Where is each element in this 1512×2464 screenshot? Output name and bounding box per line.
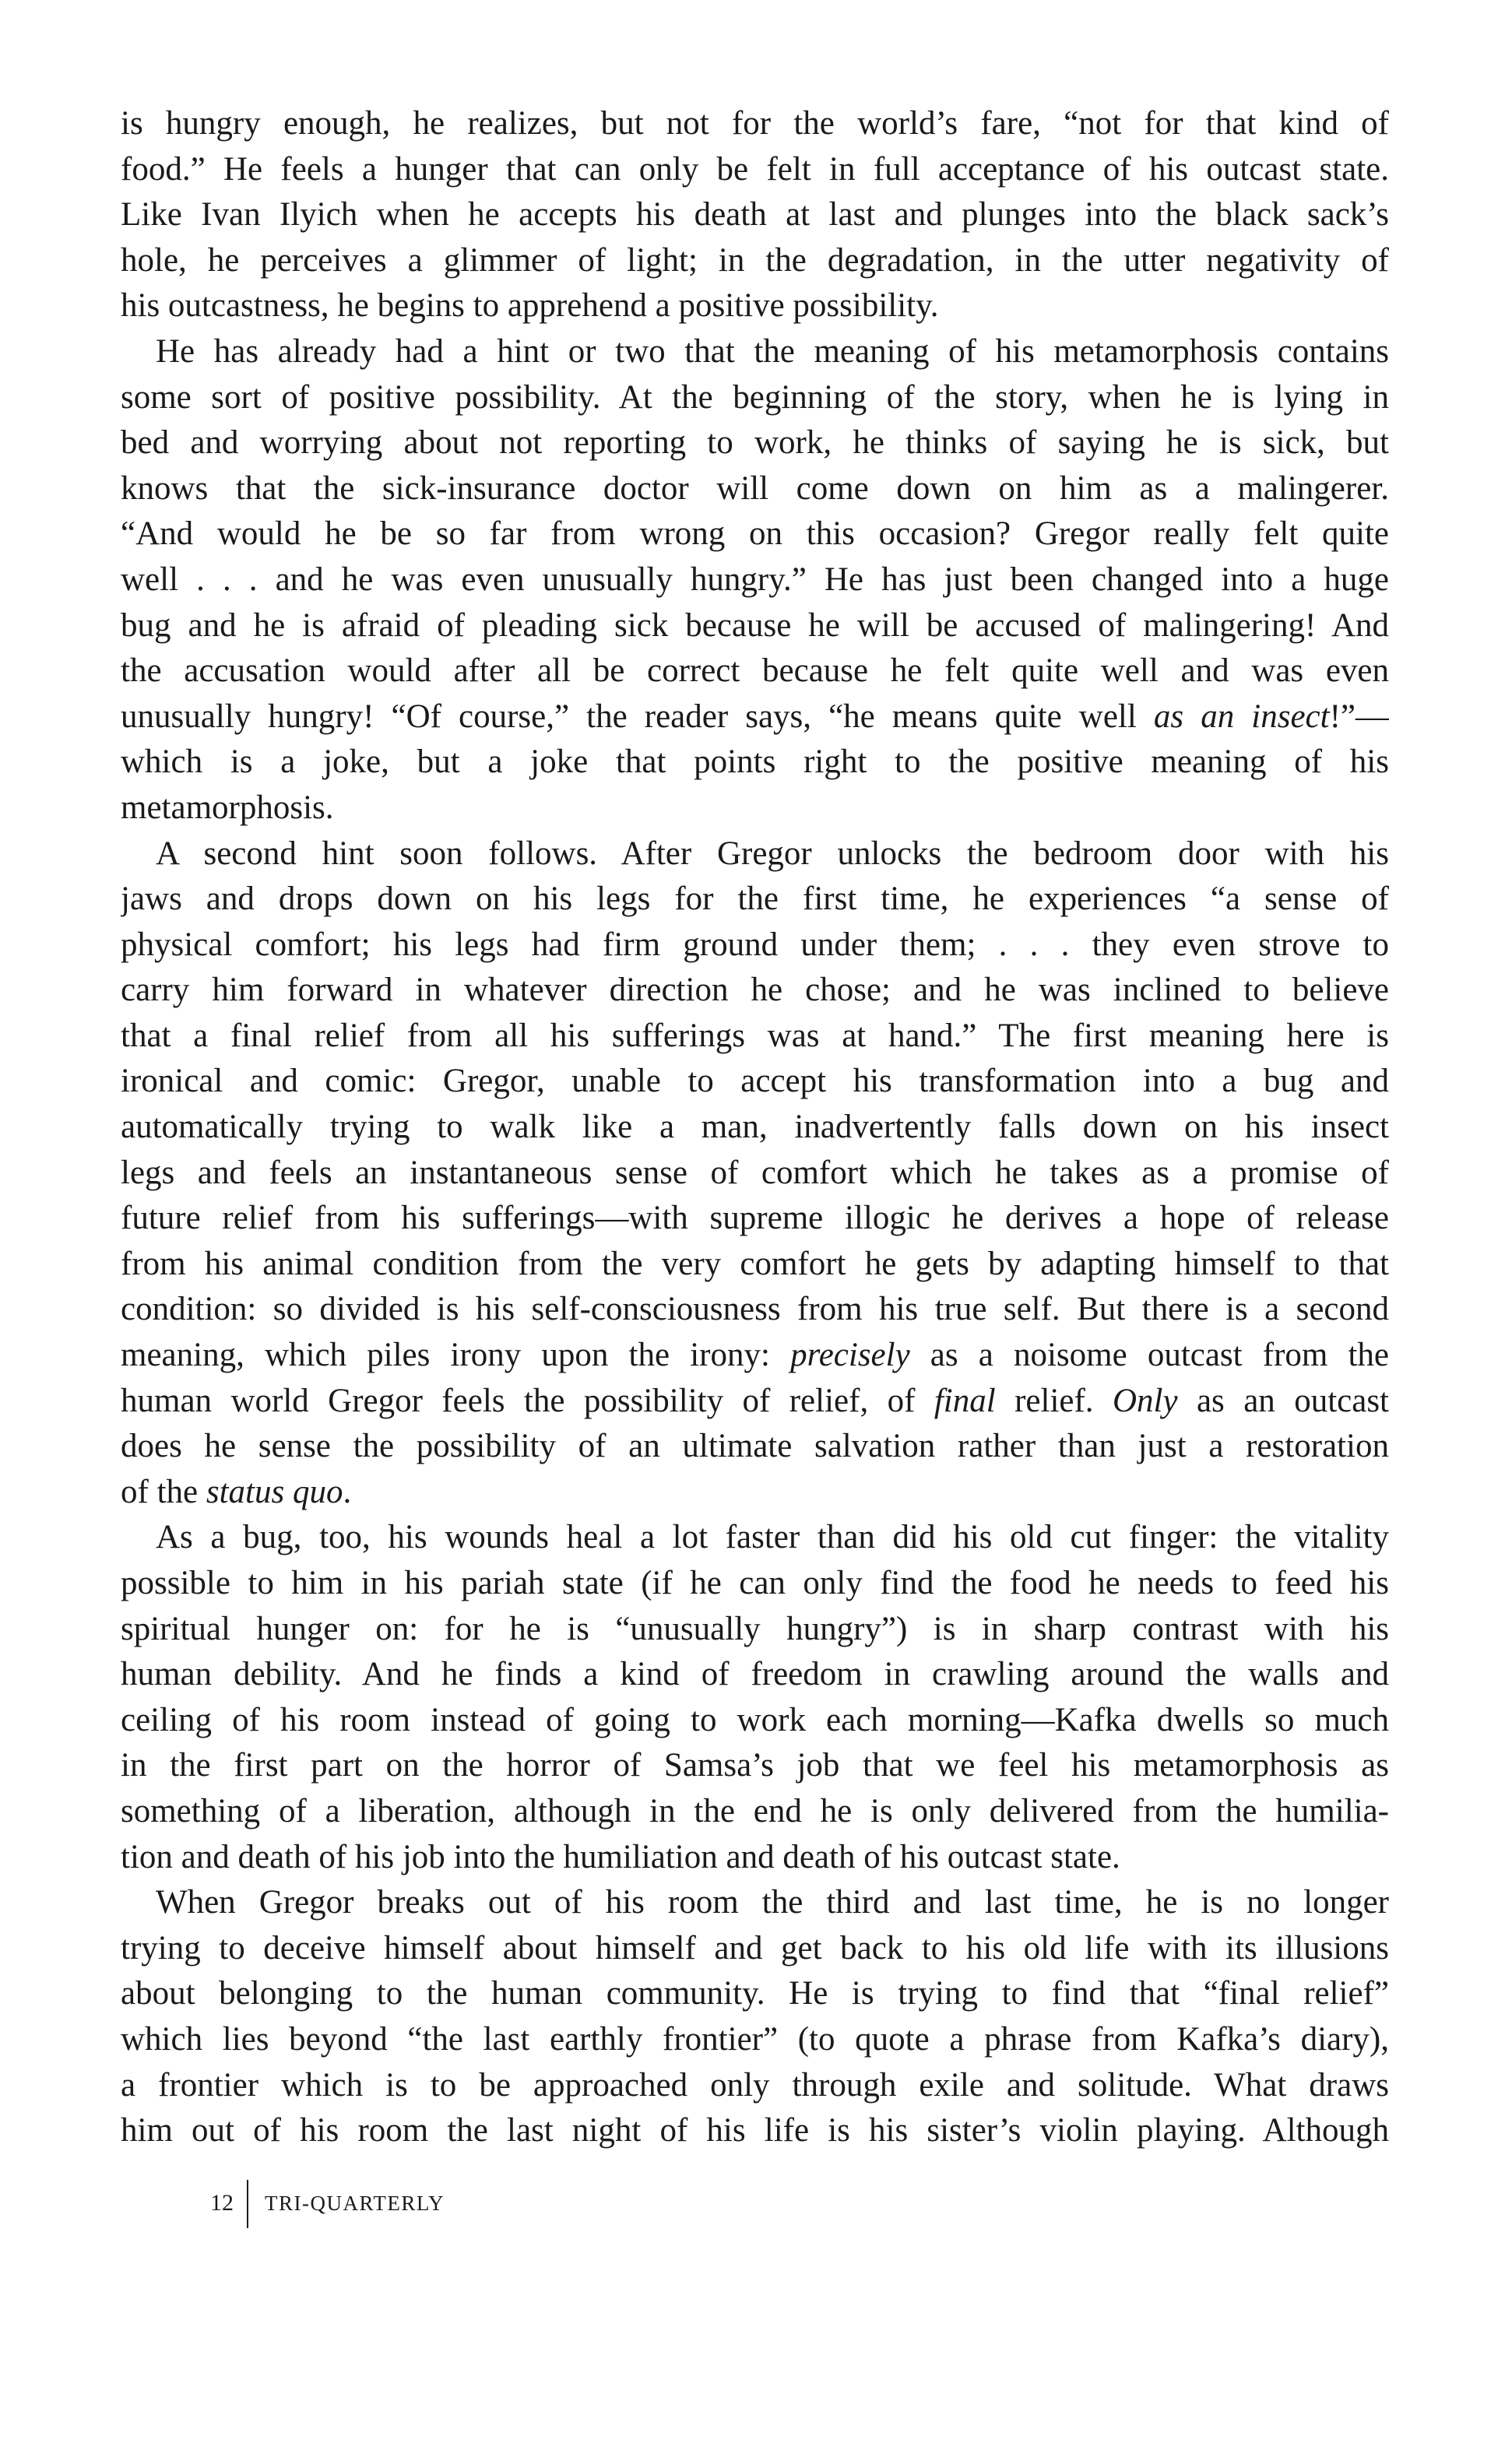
- page-number: 12: [210, 2190, 234, 2216]
- text-line: [121, 147, 1389, 193]
- text-line: [121, 192, 1389, 238]
- text-run: something of a liberation, although in the end he is only delivered from the humilia-: [121, 1792, 1389, 1830]
- italic-text: final: [934, 1382, 996, 1419]
- text-line: [121, 511, 1389, 557]
- text-run: about belonging to the human community. He is trying to find that “final relief”: [121, 1975, 1389, 2012]
- journal-title: TRI-QUARTERLY: [265, 2192, 445, 2215]
- text-line: [121, 1287, 1389, 1333]
- text-line: [121, 603, 1389, 649]
- text-line: [121, 1515, 1389, 1561]
- text-run: the accusation would after all be correct because he felt quite well and was even: [121, 652, 1389, 690]
- text-run: food.” He feels a hunger that can only be felt in full acceptance of his outcast state.: [121, 150, 1389, 188]
- text-run: does he sense the possibility of an ultimate salvation rather than just a restoration: [121, 1428, 1389, 1465]
- text-line: [121, 831, 1389, 877]
- italic-text: precisely: [790, 1337, 910, 1374]
- text-run: as an outcast: [1177, 1382, 1389, 1419]
- text-line: [121, 1333, 1389, 1379]
- text-run: Like Ivan Ilyich when he accepts his death at last and plunges into the black sack’s: [121, 196, 1389, 234]
- text-line: [121, 1971, 1389, 2017]
- text-line: [121, 1424, 1389, 1470]
- text-run: physical comfort; his legs had firm ground under them; . . . they even strove to: [121, 926, 1389, 963]
- text-line: [121, 694, 1389, 740]
- italic-text: Only: [1112, 1382, 1178, 1419]
- text-line: [121, 786, 1389, 831]
- text-line: [121, 557, 1389, 603]
- paragraph: [121, 329, 1389, 831]
- footer-divider: [247, 2180, 248, 2228]
- text-line: [121, 1698, 1389, 1744]
- text-line: [121, 968, 1389, 1014]
- text-run: that a final relief from all his sufferings was at hand.” The first meaning here is: [121, 1017, 1389, 1054]
- text-line: [121, 375, 1389, 421]
- text-line: [121, 2063, 1389, 2109]
- text-run: spiritual hunger on: for he is “unusually hungry”) is in sharp contrast with his: [121, 1610, 1389, 1647]
- text-run: !”—: [1329, 698, 1389, 735]
- text-run: some sort of positive possibility. At the beginning of the story, when he is lying in: [121, 378, 1389, 416]
- text-run: A second hint soon follows. After Gregor unlocks the bedroom door with his: [156, 835, 1389, 872]
- text-run: jaws and drops down on his legs for the first time, he experiences “a sense of: [121, 881, 1389, 918]
- text-run: condition: so divided is his self-consciousness from his true self. But there is a second: [121, 1291, 1389, 1328]
- text-line: [121, 420, 1389, 466]
- text-run: bed and worrying about not reporting to work, he thinks of saying he is sick, but: [121, 424, 1389, 462]
- text-run: “And would he be so far from wrong on this occasion? Gregor really felt quite: [121, 515, 1389, 553]
- text-run: of the: [121, 1473, 206, 1510]
- text-line: [121, 649, 1389, 694]
- text-run: possible to him in his pariah state (if he can only find the food he needs to feed his: [121, 1565, 1389, 1601]
- body-text: [121, 101, 1389, 2154]
- text-run: tion and death of his job into the humiliation and death of his outcast state.: [121, 1838, 1120, 1875]
- text-run: future relief from his sufferings—with supreme illogic he derives a hope of release: [121, 1200, 1389, 1237]
- text-line: [121, 1379, 1389, 1425]
- text-line: [121, 2108, 1389, 2154]
- text-line: [121, 740, 1389, 786]
- text-run: metamorphosis.: [121, 789, 334, 826]
- text-line: [121, 238, 1389, 284]
- text-run: which lies beyond “the last earthly frontier” (to quote a phrase from Kafka’s diary),: [121, 2020, 1389, 2058]
- text-run: carry him forward in whatever direction he chose; and he was inclined to believe: [121, 972, 1389, 1009]
- text-line: [121, 1835, 1389, 1881]
- text-line: [121, 466, 1389, 512]
- text-run: which is a joke, but a joke that points right to the positive meaning of his: [121, 743, 1389, 781]
- text-run: is hungry enough, he realizes, but not for the world’s fare, “not for that kind of: [121, 105, 1389, 142]
- text-run: hole, he perceives a glimmer of light; in the degradation, in the utter negativity of: [121, 241, 1389, 279]
- text-line: [121, 923, 1389, 968]
- text-line: [121, 329, 1389, 375]
- paragraph: [121, 831, 1389, 1516]
- paragraph: [121, 101, 1389, 329]
- text-run: in the first part on the horror of Samsa’s job that we feel his metamorphosis as: [121, 1747, 1389, 1784]
- text-line: [121, 1926, 1389, 1972]
- text-line: [121, 1196, 1389, 1242]
- text-run: automatically trying to walk like a man, inadvertently falls down on his insect: [121, 1109, 1389, 1146]
- text-line: [121, 1242, 1389, 1288]
- text-run: trying to deceive himself about himself and get back to his old life with its illusions: [121, 1929, 1389, 1967]
- text-run: He has already had a hint or two that the meaning of his metamorphosis contains: [156, 332, 1389, 370]
- text-run: from his animal condition from the very comfort he gets by adapting himself to that: [121, 1245, 1389, 1282]
- text-line: [121, 1561, 1389, 1607]
- text-run: relief.: [995, 1382, 1113, 1419]
- text-run: When Gregor breaks out of his room the third and last time, he is no longer: [156, 1884, 1389, 1921]
- paragraph: [121, 1515, 1389, 1880]
- text-run: a frontier which is to be approached only through exile and solitude. What draws: [121, 2066, 1389, 2104]
- text-line: [121, 1789, 1389, 1835]
- text-run: meaning, which piles irony upon the irony:: [121, 1337, 791, 1374]
- italic-text: as an insect: [1153, 698, 1330, 735]
- text-run: human world Gregor feels the possibility of relief, of: [121, 1382, 934, 1419]
- text-run: bug and he is afraid of pleading sick because he will be accused of malingering! And: [121, 606, 1389, 644]
- text-line: [121, 1743, 1389, 1789]
- text-line: [121, 2017, 1389, 2063]
- text-line: [121, 1105, 1389, 1151]
- text-line: [121, 1151, 1389, 1197]
- text-run: human debility. And he finds a kind of freedom in crawling around the walls and: [121, 1656, 1389, 1693]
- text-line: [121, 1607, 1389, 1653]
- text-run: as a noisome outcast from the: [909, 1337, 1389, 1374]
- text-run: legs and feels an instantaneous sense of comfort which he takes as a promise of: [121, 1154, 1389, 1191]
- italic-text: status quo: [206, 1473, 343, 1510]
- text-run: well . . . and he was even unusually hungry.” He has just been changed into a huge: [121, 561, 1389, 598]
- page-footer: [0, 2180, 1512, 2228]
- text-line: [121, 1470, 1389, 1516]
- text-run: As a bug, too, his wounds heal a lot faster than did his old cut finger: the vitality: [156, 1519, 1389, 1556]
- text-line: [121, 1880, 1389, 1926]
- text-line: [121, 1014, 1389, 1060]
- text-line: [121, 1652, 1389, 1698]
- text-line: [121, 101, 1389, 147]
- paragraph: [121, 1880, 1389, 2154]
- text-line: [121, 1059, 1389, 1105]
- text-run: unusually hungry! “Of course,” the reader says, “he means quite well: [121, 698, 1154, 735]
- text-run: his outcastness, he begins to apprehend a positive possibility.: [121, 287, 939, 325]
- text-run: knows that the sick-insurance doctor will come down on him as a malingerer.: [121, 469, 1389, 507]
- text-line: [121, 877, 1389, 923]
- text-run: ironical and comic: Gregor, unable to accept his transformation into a bug and: [121, 1063, 1389, 1100]
- text-run: him out of his room the last night of his life is his sister’s violin playing. Although: [121, 2112, 1389, 2149]
- text-line: [121, 283, 1389, 329]
- text-run: ceiling of his room instead of going to work each morning—Kafka dwells so much: [121, 1701, 1389, 1738]
- text-run: .: [343, 1473, 352, 1510]
